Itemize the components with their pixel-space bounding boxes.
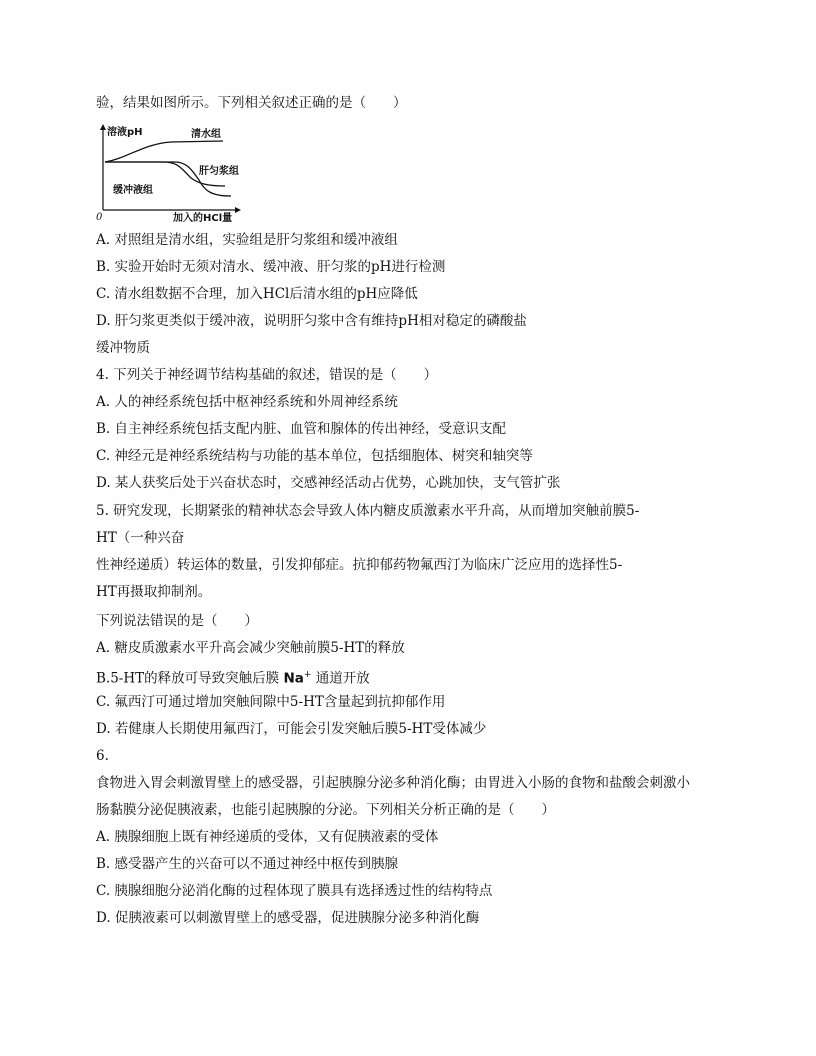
q5-option-b-suffix: 通道开放 — [311, 670, 370, 687]
label-water: 清水组 — [191, 129, 221, 140]
label-liver: 肝匀浆组 — [199, 166, 239, 177]
ph-figure — [93, 122, 243, 222]
origin-label: 0 — [96, 212, 103, 222]
x-axis-arrow-icon — [235, 207, 241, 213]
q4-option-d: D. 某人获奖后处于兴奋状态时，交感神经活动占优势，心跳加快，支气管扩张 — [96, 475, 561, 491]
ion-charge: + — [303, 670, 312, 680]
q6-option-b: B. 感受器产生的兴奋可以不通过神经中枢传到胰腺 — [96, 856, 399, 872]
q5-option-b — [96, 666, 370, 688]
q5-option-a: A. 糖皮质激素水平升高会减少突触前膜5-HT的释放 — [96, 640, 405, 656]
q5-stem-line-4: HT再摄取抑制剂。 — [96, 584, 212, 600]
q6-option-a: A. 胰腺细胞上既有神经递质的受体，又有促胰液素的受体 — [96, 829, 439, 845]
y-axis-arrow-icon — [100, 124, 106, 130]
q4-option-a: A. 人的神经系统包括中枢神经系统和外周神经系统 — [96, 394, 398, 410]
q4-option-c: C. 神经元是神经系统结构与功能的基本单位，包括细胞体、树突和轴突等 — [96, 448, 533, 464]
q3-option-b: B. 实验开始时无须对清水、缓冲液、肝匀浆的pH进行检测 — [96, 259, 446, 275]
q5-option-c: C. 氟西汀可通过增加突触间隙中5-HT含量起到抗抑郁作用 — [96, 694, 446, 710]
q5-stem-line-1: 5. 研究发现，长期紧张的精神状态会导致人体内糖皮质激素水平升高，从而增加突触前膜5- — [96, 503, 640, 519]
q6-number: 6. — [96, 748, 109, 764]
q5-stem-line-5: 下列说法错误的是（ ） — [96, 613, 258, 629]
q5-stem-line-3: 性神经递质）转运体的数量，引发抑郁症。抗抑郁药物氟西汀为临床广泛应用的选择性5- — [96, 557, 623, 573]
q3-option-c: C. 清水组数据不合理，加入HCl后清水组的pH应降低 — [96, 286, 418, 302]
q5-option-b-prefix: B.5-HT的释放可导致突触后膜 — [96, 670, 284, 687]
q6-stem-line-1: 食物进入胃会刺激胃壁上的感受器，引起胰腺分泌多种消化酶；由胃进入小肠的食物和盐酸会刺激小 — [96, 775, 690, 791]
q4-option-b: B. 自主神经系统包括支配内脏、血管和腺体的传出神经，受意识支配 — [96, 421, 507, 437]
q6-option-d: D. 促胰液素可以刺激胃壁上的感受器，促进胰腺分泌多种消化酶 — [96, 910, 480, 926]
label-buffer: 缓冲液组 — [113, 185, 153, 196]
q3-option-a: A. 对照组是清水组，实验组是肝匀浆组和缓冲液组 — [96, 232, 398, 248]
curve-water — [105, 141, 223, 162]
q3-option-d: D. 肝匀浆更类似于缓冲液，说明肝匀浆中含有维持pH相对稳定的磷酸盐 — [96, 313, 527, 329]
q3-stem: 验，结果如图所示。下列相关叙述正确的是（ ） — [96, 95, 407, 111]
ph-chart — [93, 122, 243, 222]
q5-stem-line-2: HT（一种兴奋 — [96, 530, 185, 546]
q4-stem: 4. 下列关于神经调节结构基础的叙述，错误的是（ ） — [96, 367, 438, 383]
x-axis-label: 加入的HCl量 — [173, 213, 233, 222]
sodium-ion: Na — [283, 670, 304, 687]
y-axis-label: 溶液pH — [107, 127, 143, 138]
q6-stem-line-2: 肠黏膜分泌促胰液素，也能引起胰腺的分泌。下列相关分析正确的是（ ） — [96, 802, 555, 818]
q3-option-d-cont: 缓冲物质 — [96, 340, 150, 356]
q5-option-d: D. 若健康人长期使用氟西汀，可能会引发突触后膜5-HT受体减少 — [96, 721, 487, 737]
q6-option-c: C. 胰腺细胞分泌消化酶的过程体现了膜具有选择透过性的结构特点 — [96, 883, 493, 899]
